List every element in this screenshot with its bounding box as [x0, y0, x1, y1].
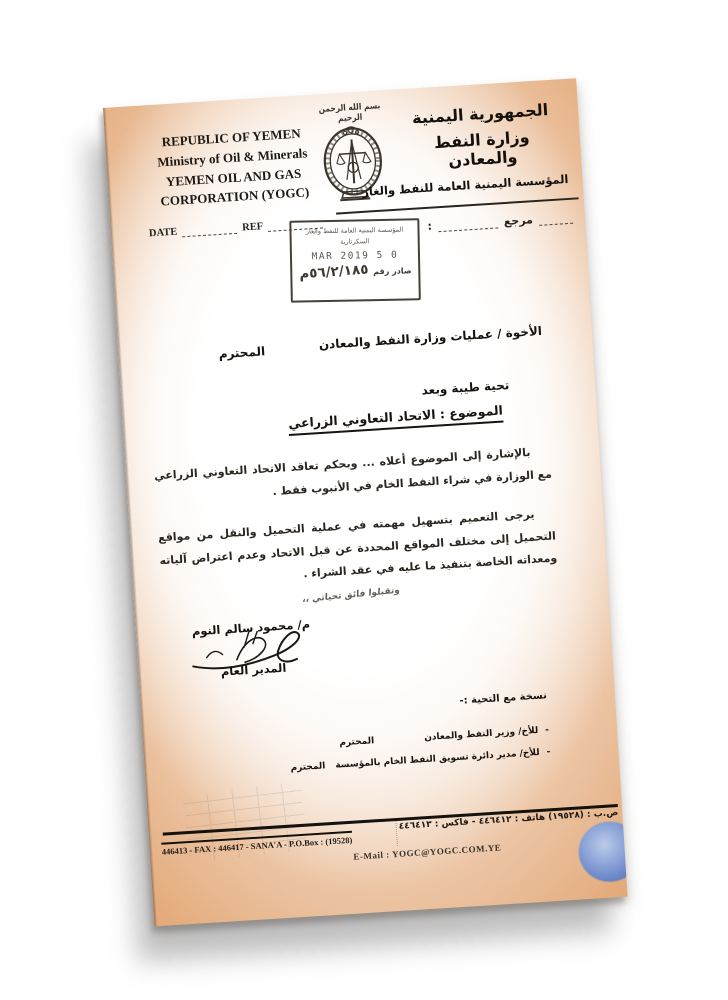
arabic-ref-blank-line — [438, 218, 499, 232]
secretariat-stamp — [289, 218, 421, 302]
letterhead-arabic-line: المؤسسة اليمنية العامة للنفط والغاز — [361, 171, 569, 199]
salutation-line: تحية طيبة وبعد — [421, 378, 510, 398]
date-blank-line — [182, 224, 238, 237]
letterhead-english-line: Ministry of Oil & Minerals — [156, 145, 308, 170]
cc-item-honorific: المحترم — [290, 761, 326, 774]
cc-item — [339, 725, 549, 748]
stamp-date: 0 5 MAR 2019 — [311, 249, 399, 263]
letterhead-english-line: CORPORATION (YOGC) — [160, 184, 310, 209]
stamp-issue-number-handwritten: ٥٦/٢/١٨٥م — [298, 261, 369, 283]
cc-item-dash: - — [544, 725, 550, 736]
colon-mark: : — [427, 219, 433, 233]
signatory-name: م/ محمود سالم النوم — [191, 617, 311, 639]
closing-handwritten-note: وتقبلوا فائق تحياتي ،، — [302, 585, 401, 606]
body-paragraph-1: بالإشارة إلى الموضوع أعلاه ... وبحكم تعاقد الاتحاد التعاوني الزراعي مع الوزارة في شراء النفط الخام في الأنبوب فقط . — [153, 445, 553, 498]
signature-block — [178, 616, 327, 681]
cc-item-text: للأخ/ وزير النفط والمعادن — [423, 725, 539, 744]
signatory-title: المدير العام — [220, 660, 287, 679]
letterhead-english — [143, 123, 324, 213]
footer-contact-arabic: ص.ب : (١٩٥٢٨) هاتف : ٤٤٦٤١٢ - فاكس : ٤٤٦٤١٣ — [398, 808, 619, 832]
ref-label: REF — [241, 221, 264, 234]
arabic-ref-label: مرجع — [503, 213, 534, 229]
stamp-issue-line — [292, 261, 418, 283]
letterhead-english-line: YEMEN OIL AND GAS — [165, 165, 302, 189]
stamp-dept-line: السكرتارية — [340, 237, 370, 246]
stamp-issue-label: صادر رقم — [373, 265, 412, 276]
letterhead-english-line: REPUBLIC OF YEMEN — [161, 125, 302, 150]
footer-contact-english: 446413 - FAX : 446417 - SANA'A - P.O.Box : (19528) — [161, 831, 352, 857]
cc-block — [290, 690, 551, 774]
bismillah-calligraphy: بسم الله الرحمن الرحيم — [318, 100, 381, 124]
cc-item-honorific: المحترم — [339, 736, 375, 749]
addressee-honorific: المحترم — [218, 344, 266, 362]
subject-line: الموضوع : الاتحاد التعاوني الزراعي — [288, 403, 504, 436]
arabic-ref-line — [427, 211, 573, 233]
letterhead-arabic — [361, 99, 569, 199]
cc-item-text: للأخ/ مدير دائرة تسويق النفط الخام بالمؤسسة — [335, 747, 540, 771]
body-paragraph-2: يرجى التعميم بتسهيل مهمته في عملية التحميل والنقل من مواقع التحميل إلى مختلف المواقع المحددة عن قبل الاتحاد وعدم اعتراض آلياته ومعداته الخاصة بتنفيذ ما عليه في عقد الشراء . — [157, 507, 558, 581]
cc-item-dash: - — [546, 747, 551, 758]
letterhead-arabic-line: وزارة النفط والمعادن — [433, 127, 531, 171]
letterhead-arabic-line: الجمهورية اليمنية — [411, 100, 549, 128]
footer-email: E-Mail : YOGC@YOGC.COM.YE — [353, 842, 502, 862]
date-label: DATE — [148, 226, 178, 240]
document-page — [103, 78, 628, 926]
stamp-org-line: المؤسسة اليمنية العامة للنفط والغاز — [305, 225, 404, 236]
cc-item — [290, 747, 551, 774]
cc-heading: نسخة مع التحية :- — [459, 690, 548, 707]
addressee-line: الأخوة / عمليات وزارة النفط والمعادن — [318, 323, 543, 352]
arabic-ref-blank-line — [539, 214, 574, 226]
